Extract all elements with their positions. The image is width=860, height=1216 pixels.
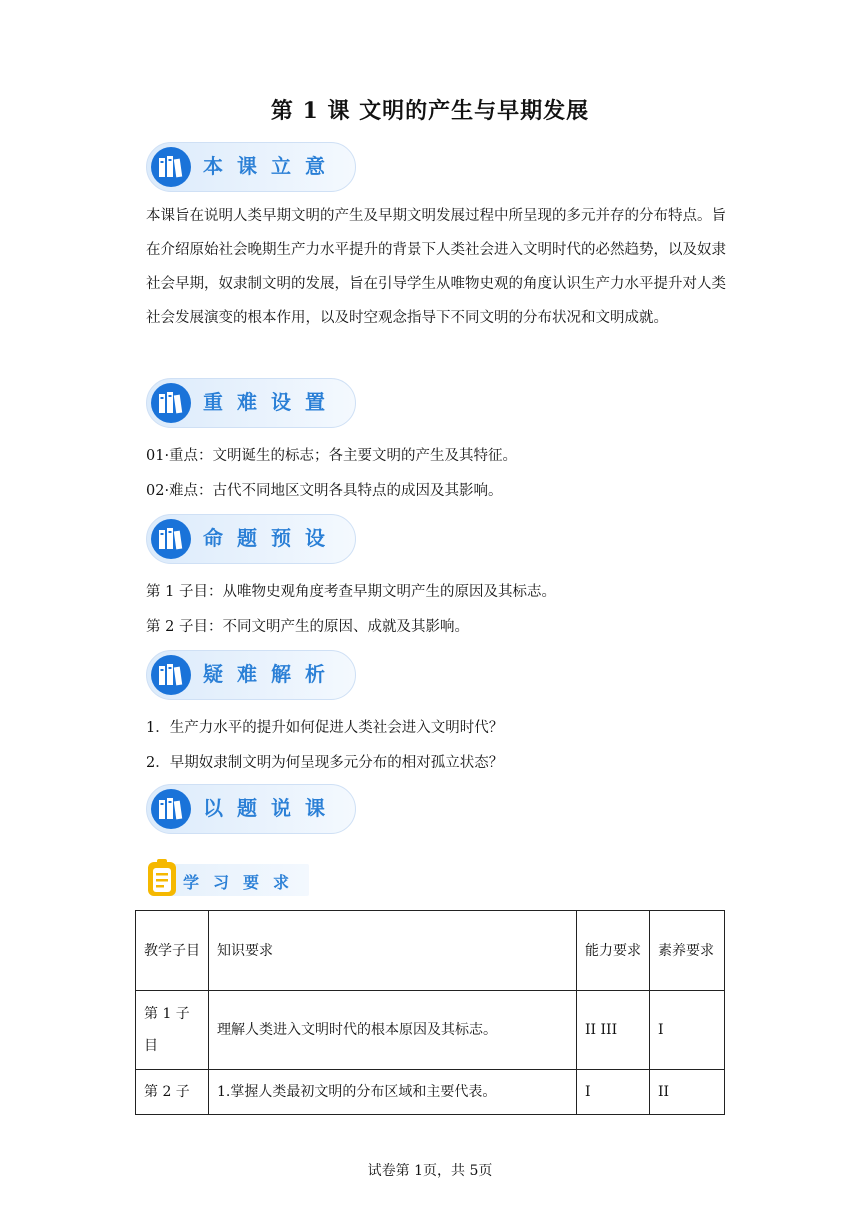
notepad-icon [145, 858, 179, 898]
section-label: 命题预设 [203, 526, 339, 550]
books-icon [151, 519, 191, 559]
table-row [136, 1070, 725, 1115]
table-cell: II III [577, 991, 650, 1070]
requirements-tag [143, 856, 309, 900]
proposition-item: 第 2 子目：不同文明产生的原因、成就及其影响。 [146, 619, 469, 635]
intent-paragraph: 本课旨在说明人类早期文明的产生及早期文明发展过程中所呈现的多元并存的分布特点。旨在介绍原始社会晚期生产力水平提升的背景下人类社会进入文明时代的必然趋势，以及奴隶社会早期，奴隶制文明的发展，旨在引导学生从唯物史观的角度认识生产力水平提升对人类社会发展演变的根本作用，以及时空观念指导下不同文明的分布状况和文明成就。 [146, 208, 726, 326]
table-cell: I [577, 1070, 650, 1115]
page-footer: 试卷第 1页，共 5页 [367, 1163, 493, 1179]
table-cell: II [650, 1070, 725, 1115]
section-banner-propositions [146, 514, 356, 564]
header-cell: 知识要求 [209, 911, 577, 991]
requirements-table [135, 910, 725, 1115]
requirements-label: 学习要求 [183, 873, 304, 892]
table-cell: I [650, 991, 725, 1070]
difficulty-item: 02·难点：古代不同地区文明各具特点的成因及其影响。 [146, 483, 503, 499]
question-item: 1．生产力水平的提升如何促进人类社会进入文明时代？ [146, 720, 504, 736]
page-title: 第 1 课 文明的产生与早期发展 [270, 98, 590, 124]
section-banner-intent [146, 142, 356, 192]
books-icon [151, 789, 191, 829]
books-icon [151, 383, 191, 423]
difficulty-item: 01·重点：文明诞生的标志；各主要文明的产生及其特征。 [146, 448, 518, 464]
proposition-item: 第 1 子目：从唯物史观角度考查早期文明产生的原因及其标志。 [146, 584, 556, 600]
section-banner-by-questions [146, 784, 356, 834]
header-cell: 素养要求 [650, 911, 725, 991]
header-cell: 能力要求 [577, 911, 650, 991]
table-header-row [136, 911, 725, 991]
section-label: 以题说课 [203, 796, 339, 820]
table-cell: 1.掌握人类最初文明的分布区域和主要代表。 [209, 1070, 577, 1115]
section-label: 本课立意 [203, 154, 339, 178]
section-banner-difficulty [146, 378, 356, 428]
question-item: 2．早期奴隶制文明为何呈现多元分布的相对孤立状态？ [146, 755, 504, 771]
table-cell: 理解人类进入文明时代的根本原因及其标志。 [209, 991, 577, 1070]
books-icon [151, 147, 191, 187]
table-row [136, 991, 725, 1070]
header-cell: 教学子目 [136, 911, 209, 991]
section-label: 重难设置 [203, 390, 339, 414]
section-label: 疑难解析 [203, 662, 339, 686]
section-banner-questions [146, 650, 356, 700]
table-cell: 第 1 子目 [136, 991, 209, 1070]
books-icon [151, 655, 191, 695]
table-cell: 第 2 子 [136, 1070, 209, 1115]
